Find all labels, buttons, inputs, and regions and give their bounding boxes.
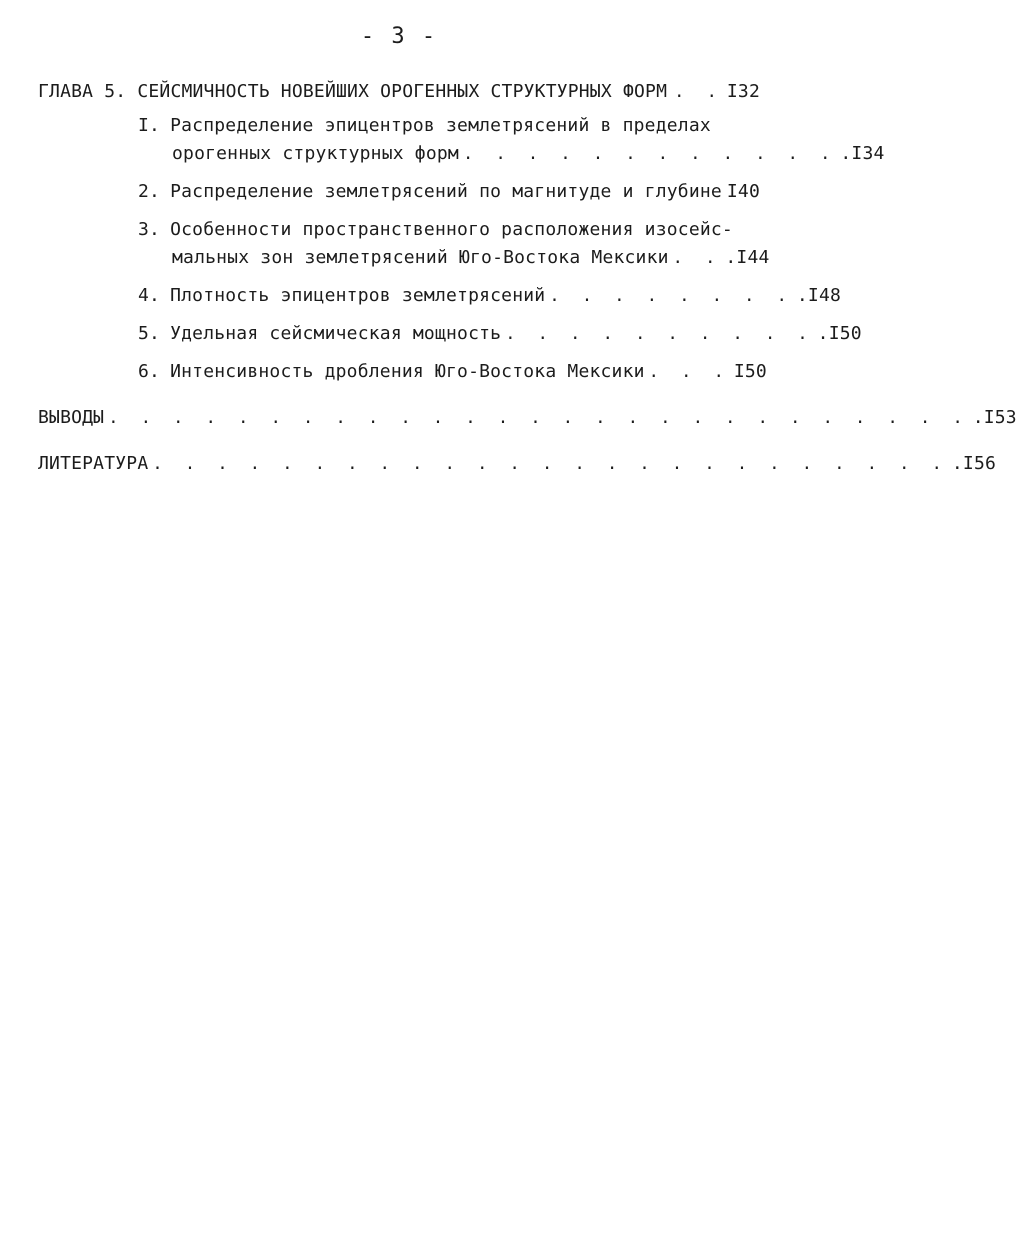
toc-conclusions-page: .I53 [972,407,1017,428]
toc-item-2 [38,178,760,206]
toc-item-6-page: I50 [733,361,767,382]
dot-leader: . . . . . . . . [549,286,793,306]
toc-item-2-page: I40 [726,181,760,202]
page-number: - 3 - [360,24,438,49]
dot-leader: . . . . . . . . . . . . . . . . . . . . . . . . . . . [108,408,969,428]
toc-item-3-number: 3. [138,219,161,240]
toc-item-2-title: Распределение землетрясений по магнитуде и глубине [170,181,722,202]
table-of-contents [38,78,1017,478]
toc-item-1-line-1 [38,112,760,140]
toc-item-3-title: Особенности пространственного расположения изосейс- [170,219,733,240]
toc-item-5-title: Удельная сейсмическая мощность [170,323,502,344]
toc-item-1-number: I. [138,115,161,136]
toc-item-4-number: 4. [138,285,161,306]
toc-item-5-page: .I50 [817,323,862,344]
toc-item-2-number: 2. [138,181,161,202]
toc-conclusions [38,404,1017,432]
toc-chapter-5 [38,78,760,106]
toc-item-1-title-cont: орогенных структурных форм [172,143,459,164]
toc-item-4-title: Плотность эпицентров землетрясений [170,285,546,306]
toc-chapter-5-title: ГЛАВА 5. СЕЙСМИЧНОСТЬ НОВЕЙШИХ ОРОГЕННЫХ СТРУКТУРНЫХ ФОРМ [38,81,668,102]
toc-item-3-line-1 [38,216,760,244]
dot-leader: . . . [648,362,730,382]
toc-item-6-number: 6. [138,361,161,382]
toc-item-4-page: .I48 [796,285,842,306]
toc-literature-title: ЛИТЕРАТУРА [38,453,149,474]
toc-item-1-line-2 [38,140,885,168]
toc-item-1-title: Распределение эпицентров землетрясений в пределах [170,115,711,136]
toc-item-3-line-2 [38,244,770,272]
dot-leader: . . . . . . . . . . . . . . . . . . . . . . . . . [152,454,948,474]
toc-item-4 [38,282,842,310]
dot-leader: . . [674,82,723,102]
toc-literature [38,450,997,478]
dot-leader: . . . . . . . . . . [505,324,814,344]
toc-literature-page: .I56 [951,453,997,474]
toc-item-5-number: 5. [138,323,161,344]
toc-item-3-page: .I44 [725,247,770,268]
dot-leader: . . . . . . . . . . . . [462,144,837,164]
toc-item-3-title-cont: мальных зон землетрясений Юго-Востока Мексики [172,247,669,268]
toc-item-5 [38,320,862,348]
toc-chapter-5-page: I32 [726,81,760,102]
toc-item-6 [38,358,767,386]
toc-item-1-page: .I34 [840,143,885,164]
toc-conclusions-title: ВЫВОДЫ [38,407,105,428]
dot-leader: . . [672,248,722,268]
toc-item-6-title: Интенсивность дробления Юго-Востока Мексики [170,361,645,382]
